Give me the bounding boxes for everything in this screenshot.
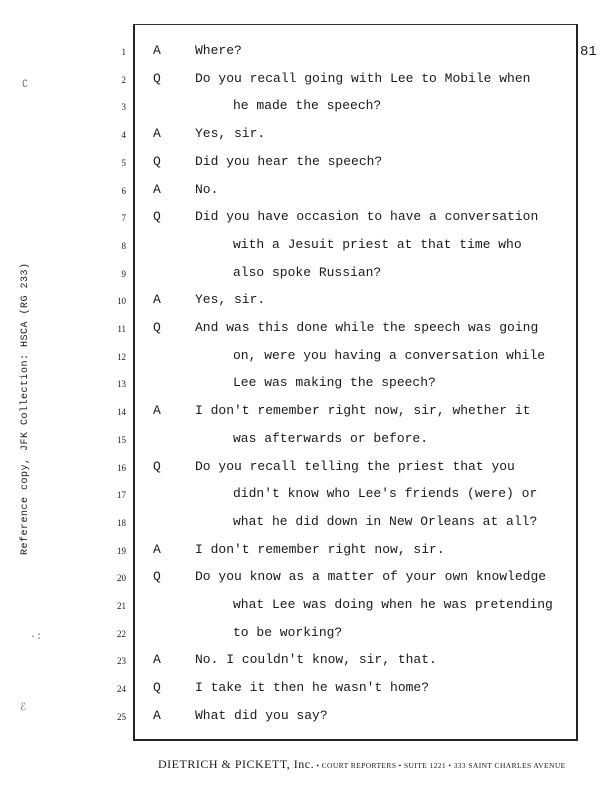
footer-reporters: COURT REPORTERS [321,761,397,770]
line-text: he made the speech? [233,98,382,114]
speaker-label: A [153,181,161,197]
page-number: 81 [580,44,597,60]
line-number: 9 [121,268,126,279]
line-text: Did you have occasion to have a conversation [195,209,539,225]
margin-mark: ʗ [22,78,29,89]
line-text: what Lee was doing when he was pretending [233,597,553,612]
line-number: 3 [121,102,126,113]
transcript-line [0,126,612,146]
line-text: with a Jesuit priest at that time who [233,236,522,252]
transcript-line [0,680,612,700]
line-text: on, were you having a conversation while [233,347,546,363]
footer-address: 333 SAINT CHARLES AVENUE [453,761,566,770]
transcript-line [0,71,612,91]
speaker-label: Q [153,569,161,585]
transcript-line [0,43,612,63]
line-number: 23 [117,656,126,667]
line-text: What did you say? [195,707,328,723]
transcript-line [0,542,612,562]
transcript-line [0,403,612,423]
footer-separator: • [398,761,402,770]
line-number: 21 [117,601,126,611]
transcript-line [0,292,612,312]
line-text: also spoke Russian? [233,264,382,280]
transcript-line [0,154,612,174]
transcript-line [0,237,612,257]
line-text: to be working? [233,624,343,640]
line-number: 17 [117,490,126,501]
footer-firm: DIETRICH & PICKETT, Inc. [158,757,315,771]
side-note: Reference copy, JFK Collection: HSCA (RG 233) [20,262,31,555]
footer [158,757,578,772]
line-number: 6 [121,185,126,196]
speaker-label: A [153,292,161,308]
transcript-line [0,348,612,368]
speaker-label: Q [153,458,161,474]
transcript-line [0,708,612,728]
line-text: Where? [195,43,242,58]
speaker-label: A [153,126,161,142]
line-number: 10 [117,296,126,307]
line-number: 12 [117,351,126,362]
line-number: 5 [121,157,126,168]
line-number: 25 [117,711,126,722]
line-number: 19 [117,545,126,556]
transcript-line [0,569,612,589]
line-text: I take it then he wasn't home? [195,680,430,696]
speaker-label: A [153,652,161,668]
transcript-line [0,320,612,340]
line-text: didn't know who Lee's friends (were) or [233,486,538,502]
transcript-line [0,625,612,645]
transcript-line [0,265,612,285]
transcript-line [0,431,612,451]
line-text: I don't remember right now, sir. [195,541,445,557]
footer-separator: • [448,761,452,770]
line-number: 15 [117,434,126,445]
speaker-label: A [153,403,161,419]
line-text: And was this done while the speech was going [195,320,539,335]
margin-mark: ·: [30,632,43,643]
line-text: No. I couldn't know, sir, that. [195,652,437,668]
line-number: 16 [117,462,126,473]
transcript-line [0,209,612,229]
line-text: I don't remember right now, sir, whether it [195,403,531,419]
speaker-label: Q [153,153,161,169]
transcript-line [0,514,612,534]
speaker-label: A [153,43,161,58]
transcript-line [0,486,612,506]
line-number: 13 [117,379,126,390]
line-text: Do you know as a matter of your own knowledge [195,569,547,585]
line-text: was afterwards or before. [233,430,429,446]
line-number: 7 [121,213,126,224]
speaker-label: Q [153,680,161,696]
transcript-line [0,182,612,202]
speaker-label: Q [153,209,161,225]
line-text: Do you recall telling the priest that you [195,458,515,474]
line-number: 14 [117,407,126,418]
transcript-line [0,652,612,672]
footer-suite: SUITE 1221 [403,761,447,770]
line-number: 8 [121,240,126,251]
line-text: Did you hear the speech? [195,153,383,169]
transcript-line [0,98,612,118]
line-number: 1 [121,47,126,57]
line-text: what he did down in New Orleans at all? [233,513,538,529]
footer-separator: • [316,761,320,770]
line-number: 24 [117,684,126,695]
line-number: 4 [121,130,126,141]
speaker-label: A [153,541,161,557]
line-text: Yes, sir. [195,126,266,142]
speaker-label: Q [153,70,161,86]
line-text: Do you recall going with Lee to Mobile when [195,70,531,86]
transcript-line [0,597,612,617]
line-number: 20 [117,573,126,584]
transcript-line [0,459,612,479]
line-number: 18 [117,517,126,528]
margin-mark: ℰ [20,703,27,714]
speaker-label: Q [153,320,161,335]
transcript-line [0,375,612,395]
line-number: 22 [117,628,126,639]
line-number: 2 [121,74,126,85]
line-text: Yes, sir. [195,292,266,308]
line-number: 11 [117,324,126,334]
line-text: No. [195,181,219,197]
line-text: Lee was making the speech? [233,375,436,391]
speaker-label: A [153,707,161,723]
